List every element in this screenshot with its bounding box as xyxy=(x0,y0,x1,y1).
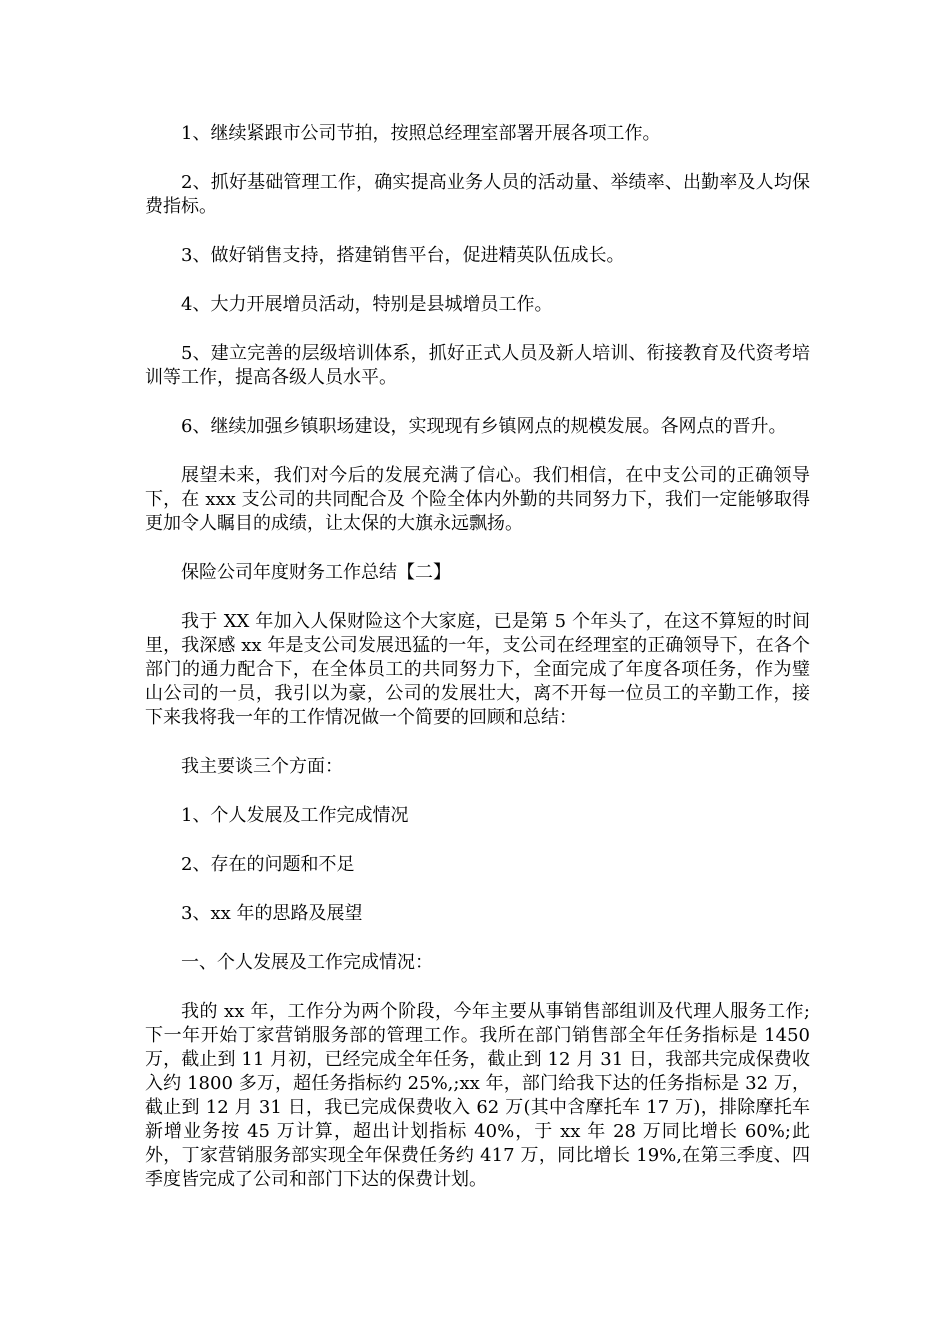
body-paragraph: 我于 XX 年加入人保财险这个大家庭，已是第 5 个年头了，在这不算短的时间里，我深感 xx 年是支公司发展迅猛的一年，支公司在经理室的正确领导下，在各个部门的通力配合下，在全体员工的共同努力下，全面完成了年度各项任务，作为璧山公司的一员，我引以为豪，公司的发展壮大，离不开每一位员工的辛勤工作，接下来我将我一年的工作情况做一个简要的回顾和总结： xyxy=(145,611,810,728)
body-paragraph: 我的 xx 年，工作分为两个阶段，今年主要从事销售部组训及代理人服务工作;下一年开始丁家营销服务部的管理工作。我所在部门销售部全年任务指标是 1450 万，截止到 11 月初，已经完成全年任务，截止到 12 月 31 日，我部共完成保费收入约 1800 多万，超任务指标约 25%,;xx 年，部门给我下达的任务指标是 32 万，截止到 12 月 31 日，我已完成保费收入 62 万(其中含摩托车 17 万)，排除摩托车新增业务按 45 万计算，超出计划指标 40%，于 xx 年 28 万同比增长 60%;此外，丁家营销服务部实现全年保费任务约 417 万，同比增长 19%,在第三季度、四季度皆完成了公司和部门下达的保费计划。 xyxy=(145,1001,810,1190)
list-item: 5、建立完善的层级培训体系，抓好正式人员及新人培训、衔接教育及代资考培训等工作，提高各级人员水平。 xyxy=(145,343,810,388)
list-item: 1、个人发展及工作完成情况 xyxy=(181,805,409,826)
list-item: 2、存在的问题和不足 xyxy=(181,854,355,875)
document-body xyxy=(145,122,810,1217)
list-item: 1、继续紧跟市公司节拍，按照总经理室部署开展各项工作。 xyxy=(181,123,661,144)
section-title: 保险公司年度财务工作总结【二】 xyxy=(181,562,451,583)
list-item: 6、继续加强乡镇职场建设，实现现有乡镇网点的规模发展。各网点的晋升。 xyxy=(181,416,787,437)
list-item: 2、抓好基础管理工作，确实提高业务人员的活动量、举绩率、出勤率及人均保费指标。 xyxy=(145,172,810,217)
section-heading: 一、个人发展及工作完成情况： xyxy=(181,952,433,973)
list-item: 3、做好销售支持，搭建销售平台，促进精英队伍成长。 xyxy=(181,245,625,266)
list-item: 3、xx 年的思路及展望 xyxy=(181,903,363,924)
body-paragraph: 展望未来，我们对今后的发展充满了信心。我们相信，在中支公司的正确领导下，在 xxx 支公司的共同配合及 个险全体内外勤的共同努力下，我们一定能够取得更加令人瞩目的成绩，让太保的大旗永远飘扬。 xyxy=(145,465,810,534)
list-item: 4、大力开展增员活动，特别是县城增员工作。 xyxy=(181,294,553,315)
body-paragraph: 我主要谈三个方面： xyxy=(181,756,343,777)
